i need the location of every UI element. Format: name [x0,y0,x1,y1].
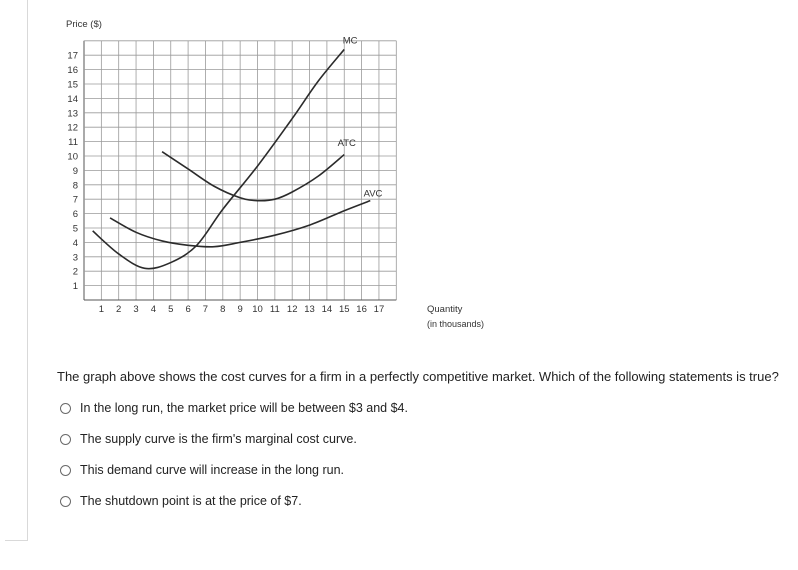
y-tick-label: 8 [72,180,78,192]
option-3[interactable] [60,460,344,480]
x-tick-label: 17 [373,304,385,315]
option-1[interactable] [60,398,408,418]
x-tick-label: 2 [116,304,122,315]
label-atc: ATC [337,137,356,149]
label-mc: MC [342,35,358,47]
x-tick-label: 16 [356,304,367,315]
x-tick-label: 4 [150,304,157,315]
radio-button[interactable] [60,403,71,414]
radio-button[interactable] [60,465,71,476]
option-label: This demand curve will increase in the long run. [80,463,345,477]
x-tick-label: 3 [133,304,139,315]
y-tick-label: 6 [72,209,78,221]
y-tick-label: 14 [67,93,78,105]
y-tick-label: 5 [72,223,78,235]
grid [84,41,396,300]
y-tick-label: 2 [72,266,78,278]
question-text: The graph above shows the cost curves for a firm in a perfectly competitive market. Which of the following statements is true? [57,369,779,384]
y-tick-label: 4 [72,237,78,249]
y-tick-label: 3 [72,252,78,264]
y-tick-label: 10 [67,151,78,163]
option-4[interactable] [60,491,302,511]
x-tick-label: 10 [252,304,263,315]
y-tick-labels [67,51,78,292]
x-tick-label: 14 [321,304,333,315]
y-tick-label: 1 [72,281,78,293]
y-tick-label: 9 [72,165,78,177]
option-2[interactable] [60,429,357,449]
x-tick-label: 9 [237,304,243,315]
x-tick-label: 5 [168,304,174,315]
y-tick-label: 12 [67,122,78,134]
y-tick-label: 16 [67,65,78,77]
y-tick-label: 11 [68,137,78,149]
x-axis-sublabel: (in thousands) [427,319,485,329]
x-tick-label: 13 [304,304,315,315]
x-tick-label: 15 [338,304,350,315]
x-tick-label: 12 [286,304,298,315]
radio-button[interactable] [60,434,71,445]
y-tick-label: 15 [67,79,78,91]
x-tick-label: 1 [98,304,104,315]
radio-button[interactable] [60,496,71,507]
x-tick-label: 8 [220,304,226,315]
option-label: The shutdown point is at the price of $7. [80,494,302,508]
x-tick-label: 11 [269,304,280,315]
curves [93,49,371,268]
x-tick-label: 7 [202,304,209,315]
y-tick-label: 7 [72,194,78,206]
x-axis-label: Quantity [427,304,463,315]
option-label: The supply curve is the firm's marginal cost curve. [80,432,357,446]
option-label: In the long run, the market price will be between $3 and $4. [80,401,408,415]
x-tick-labels [99,304,385,315]
y-axis-label: Price ($) [66,19,102,30]
curve-mc [93,49,345,268]
x-tick-label: 6 [185,304,191,315]
label-avc: AVC [363,188,383,200]
curve-atc [162,152,344,201]
y-tick-label: 13 [67,108,78,120]
y-tick-label: 17 [67,50,78,62]
